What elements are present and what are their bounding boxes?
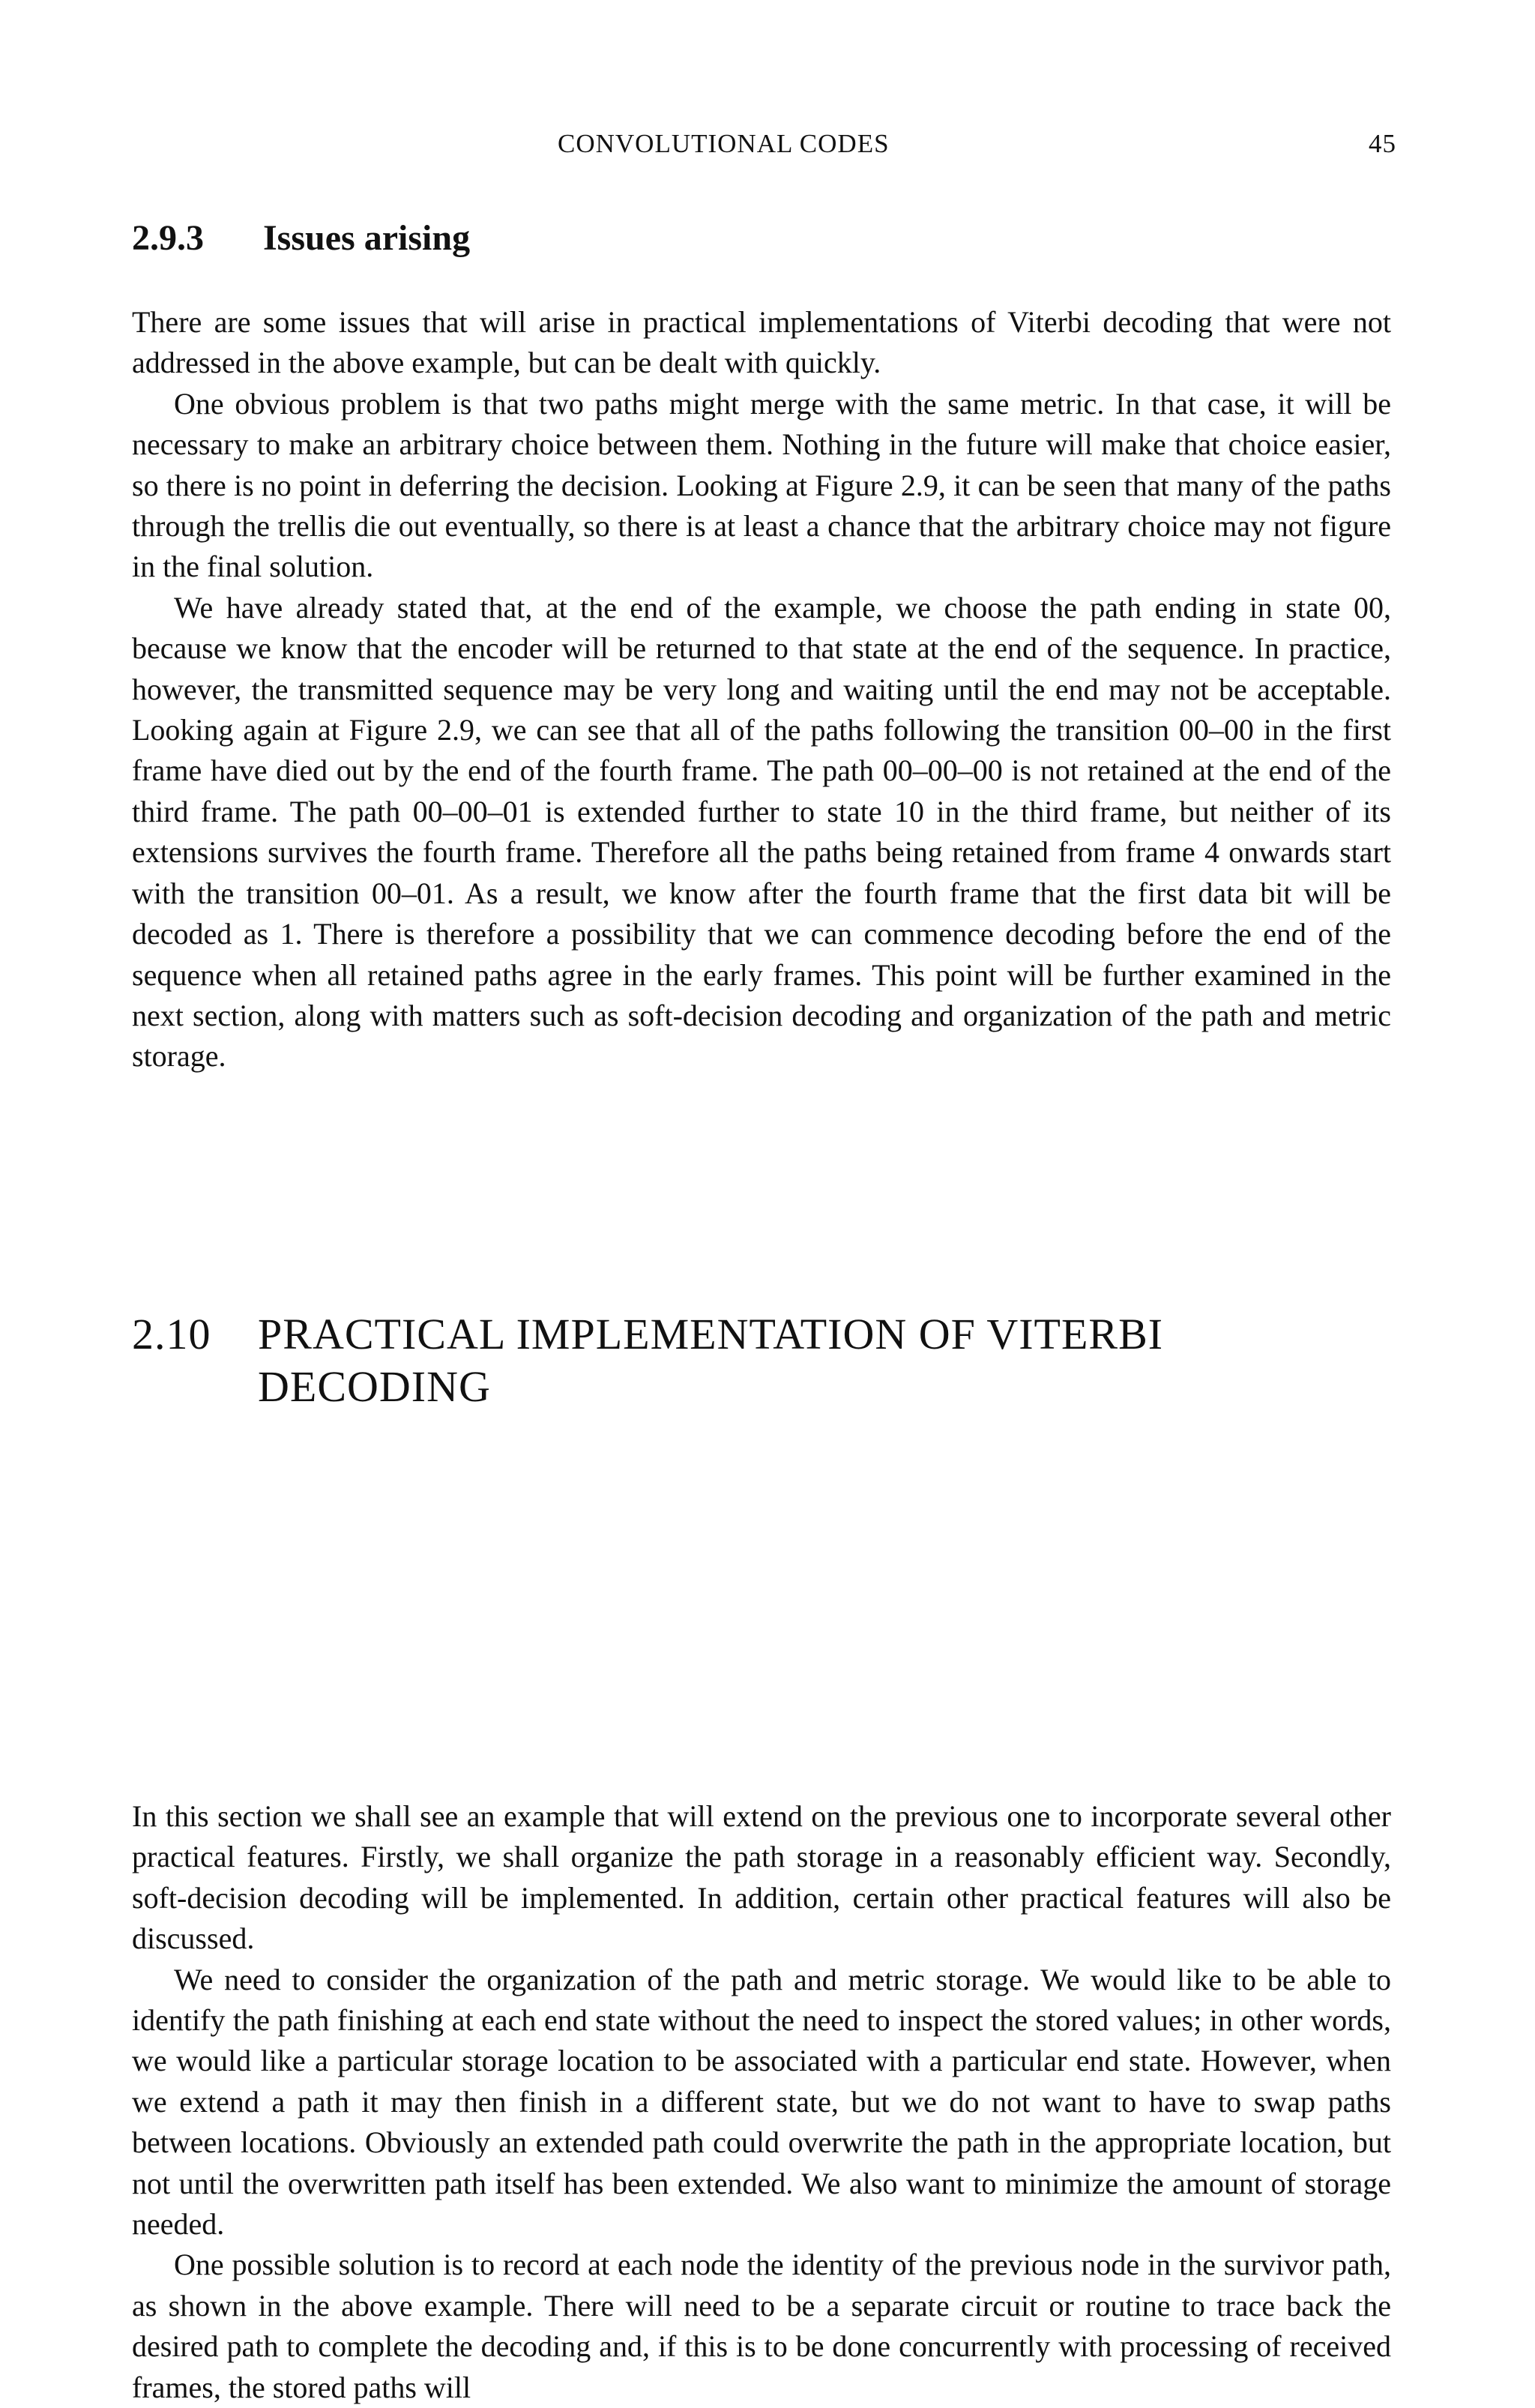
paragraph: We have already stated that, at the end of the example, we choose the path ending in state 00, because we know that the encoder will be returned to that state at the end of the sequence. In practice, however, the transmitted sequence may be very long and waiting until the end may not be acceptable. Looking again at Figure 2.9, we can see that all of the paths following the transition 00–00 in the first frame have died out by the end of the fourth frame. The path 00–00–00 is not retained at the end of the third frame. The path 00–00–01 is extended further to state 10 in the third frame, but neither of its extensions survives the fourth frame. Therefore all the paths being retained from frame 4 onwards start with the transition 00–01. As a result, we know after the fourth frame that the first data bit will be decoded as 1. There is therefore a possibility that we can commence decoding before the end of the sequence when all retained paths agree in the early frames. This point will be further examined in the next section, along with matters such as soft-decision decoding and organization of the path and metric storage.: [132, 590, 1391, 1074]
subsection-heading: [132, 217, 470, 259]
paragraph: We need to consider the organization of the path and metric storage. We would like to be able to identify the path finishing at each end state without the need to inspect the stored values; in other words, we would like a particular storage location to be associated with a particular end state. However, when we extend a path it may then finish in a different state, but we do not want to have to swap paths between locations. Obviously an extended path could overwrite the path in the appropriate location, but not until the overwritten path itself has been extended. We also want to minimize the amount of storage needed.: [132, 1962, 1391, 2242]
running-title: CONVOLUTIONAL CODES: [558, 129, 890, 158]
paragraph: There are some issues that will arise in practical implementations of Viterbi decoding that were not addressed in the above example, but can be dealt with quickly.: [132, 305, 1391, 380]
paragraph: One obvious problem is that two paths might merge with the same metric. In that case, it will be necessary to make an arbitrary choice between them. Nothing in the future will make that choice easier, so there is no point in deferring the decision. Looking at Figure 2.9, it can be seen that many of the paths through the trellis die out eventually, so there is at least a chance that the arbitrary choice may not figure in the final solution.: [132, 386, 1391, 584]
page-number: 45: [1369, 129, 1396, 158]
subsection-body: [132, 302, 1391, 1077]
section-body: [132, 1796, 1391, 2408]
paragraph: One possible solution is to record at each node the identity of the previous node in the survivor path, as shown in the above example. There will need to be a separate circuit or routine to trace back the desired path to complete the decoding and, if this is to be done concurrently with processing of received frames, the stored paths will: [132, 2248, 1391, 2404]
section-number: 2.10: [132, 1310, 211, 1358]
subsection-number: 2.9.3: [132, 218, 204, 258]
section-title: PRACTICAL IMPLEMENTATION OF VITERBI DECODING: [258, 1310, 1164, 1411]
subsection-title: Issues arising: [263, 218, 471, 258]
paragraph: In this section we shall see an example that will extend on the previous one to incorporate several other practical features. Firstly, we shall organize the path storage in a reasonably efficient way. Secondly, soft-decision decoding will be implemented. In addition, certain other practical features will also be discussed.: [132, 1799, 1391, 1956]
